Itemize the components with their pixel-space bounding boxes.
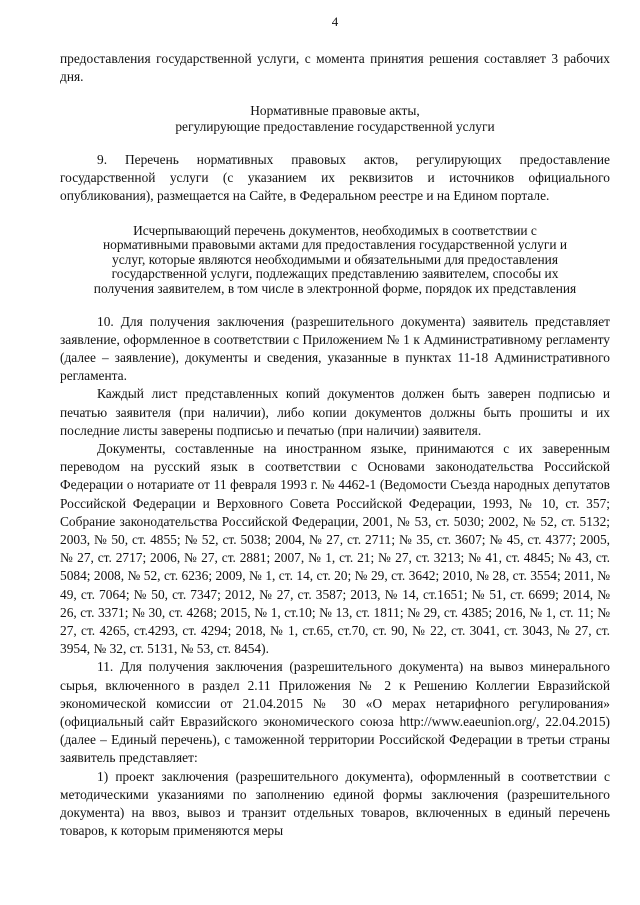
paragraph-10: 10. Для получения заключения (разрешительного документа) заявитель представляет заявление, оформленное в соответствии с Приложением № 1 к Административному регламенту (далее – заявление), документы и сведения, указанные в пунктах 11-18 Административного регламента. xyxy=(60,313,610,384)
paragraph-9: 9. Перечень нормативных правовых актов, регулирующих предоставление государственной услуги (с указанием их реквизитов и источников официального опубликования), размещается на Сайте, в Федеральном реестре и на Едином портале. xyxy=(60,152,610,204)
heading-line-1: Нормативные правовые акты, xyxy=(250,103,420,119)
page-number: 4 xyxy=(331,14,339,29)
heading-line-2: регулирующие предоставление государственной услуги xyxy=(175,119,495,135)
document-page xyxy=(60,14,610,840)
paragraph-11: 11. Для получения заключения (разрешительного документа) на вывоз минерального сырья, включенного в раздел 2.11 Приложения № 2 к Решению Коллегии Евразийской экономической комиссии от 21.04.2015 № 30 «О мерах нетарифного регулирования» (официальный сайт Евразийского экономического союза http://www.eaeunion.org/, 22.04.2015) (далее – Единый перечень), с таможенной территории Российской Федерации в третьи страны заявитель представляет: xyxy=(60,659,610,766)
intro-paragraph: предоставления государственной услуги, с момента принятия решения составляет 3 рабочих дня. xyxy=(60,51,610,85)
section-heading-documents-list: Исчерпывающий перечень документов, необходимых в соответствии с нормативными правовыми актами для предоставления государственной услуги и услуг, которые являются необходимыми и обязательными для предоставления государственной услуги, подлежащих представлению заявителем, способы их получения заявителем, в том числе в электронной форме, порядок их представления xyxy=(93,222,577,296)
paragraph-10-copies: Каждый лист представленных копий документов должен быть заверен подписью и печатью заявителя (при наличии), либо копии документов должны быть прошиты и их последние листы заверены подписью и печатью (при наличии) заявителя. xyxy=(60,386,610,438)
section-heading-normative-acts xyxy=(60,103,610,135)
paragraph-10-foreign-docs: Документы, составленные на иностранном языке, принимаются с их заверенным переводом на русский язык в соответствии с Основами законодательства Российской Федерации о нотариате от 11 февраля 1993 г. № 4462-1 (Ведомости Съезда народных депутатов Российской Федерации и Верховного Совета Российской Федерации, 1993, № 10, ст. 357; Собрание законодательства Российской Федерации, 2001, № 53, ст. 5030; 2002, № 52, ст. 5132; 2003, № 50, ст. 4855; № 52, ст. 5038; 2004, № 27, ст. 2711; № 35, ст. 3607; № 45, ст. 4377; 2005, № 27, ст. 2717; 2006, № 27, ст. 2881; 2007, № 1, ст. 21; № 27, ст. 3213; № 41, ст. 4845; № 43, ст. 5084; 2008, № 52, ст. 6236; 2009, № 1, ст. 14, ст. 20; № 29, ст. 3642; 2010, № 28, ст. 3554; 2011, № 49, ст. 7064; № 50, ст. 7347; 2012, № 27, ст. 3587; 2013, № 14, ст.1651; № 51, ст. 6699; 2014, № 26, ст. 3371; № 30, ст. 4268; 2015, № 1, ст.10; № 13, ст. 1811; № 29, ст. 4385; 2016, № 1, ст. 11; № 27, ст. 4265, ст.4293, ст. 4294; 2018, № 1, ст.65, ст.70, ст. 90, № 22, ст. 3041, ст. 3043, № 27, ст. 3954, № 32, ст. 5131, № 53, ст. 8454). xyxy=(60,441,610,657)
paragraph-11-item-1: 1) проект заключения (разрешительного документа), оформленный в соответствии с методическими указаниями по заполнению единой формы заключения (разрешительного документа) на ввоз, вывоз и транзит отдельных товаров, включенных в единый перечень товаров, к которым применяются меры xyxy=(60,768,610,839)
